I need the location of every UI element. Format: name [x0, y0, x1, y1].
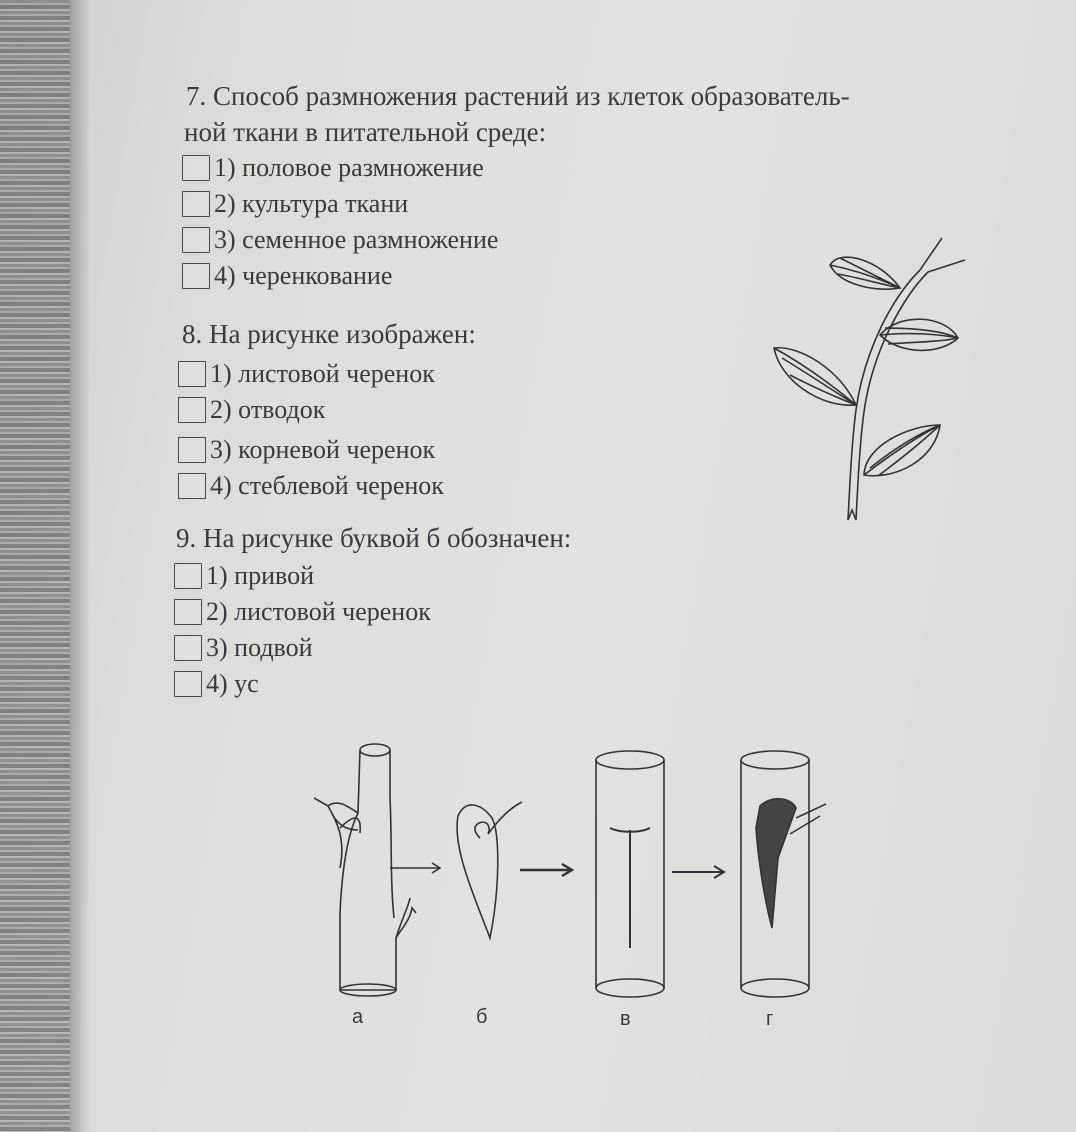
figure-label-g: г [766, 1008, 774, 1030]
option-label: 1) половое размножение [214, 153, 484, 182]
checkbox[interactable] [174, 563, 202, 589]
question-9-option-1[interactable] [174, 558, 736, 594]
question-7-title-line2: ной ткани в питательной среде: [184, 117, 547, 147]
question-9-option-2[interactable] [174, 594, 736, 630]
checkbox[interactable] [178, 473, 206, 499]
option-label: 1) листовой черенок [210, 359, 435, 388]
figure-label-b: б [476, 1006, 488, 1028]
question-8-option-3[interactable] [178, 432, 742, 468]
option-label: 2) культура ткани [214, 189, 409, 218]
figure-label-v: в [620, 1008, 631, 1030]
checkbox[interactable] [178, 361, 206, 387]
question-7-option-1[interactable] [182, 150, 1006, 186]
checkbox[interactable] [178, 397, 206, 423]
option-label: 1) привой [206, 561, 314, 590]
question-7-title-line1: 7. Способ размножения растений из клеток образователь- [186, 81, 850, 111]
checkbox[interactable] [182, 227, 210, 253]
question-9-option-4[interactable] [174, 666, 736, 702]
stem-cutting-illustration [760, 230, 980, 530]
option-label: 3) подвой [206, 633, 313, 662]
option-label: 4) стеблевой черенок [210, 471, 444, 500]
question-9 [176, 520, 736, 702]
option-label: 4) черенкование [214, 261, 393, 290]
option-label: 2) отводок [210, 395, 326, 424]
option-label: 3) корневой черенок [210, 435, 436, 464]
grafting-illustration [300, 738, 840, 1008]
binding-shadow [70, 0, 90, 1132]
checkbox[interactable] [182, 191, 210, 217]
option-label: 2) листовой черенок [206, 597, 431, 626]
checkbox[interactable] [178, 437, 206, 463]
question-9-title: 9. На рисунке буквой б обозначен: [176, 523, 572, 553]
binding-edge [0, 0, 70, 1132]
question-8 [182, 316, 742, 504]
figure-label-a: а [352, 1006, 364, 1028]
question-8-option-2[interactable] [178, 392, 742, 428]
checkbox[interactable] [174, 635, 202, 661]
checkbox[interactable] [174, 599, 202, 625]
checkbox[interactable] [182, 263, 210, 289]
checkbox[interactable] [174, 671, 202, 697]
checkbox[interactable] [182, 155, 210, 181]
question-9-option-3[interactable] [174, 630, 736, 666]
question-8-title: 8. На рисунке изображен: [182, 319, 476, 349]
question-8-option-1[interactable] [178, 356, 742, 392]
option-label: 4) ус [206, 669, 259, 698]
question-8-option-4[interactable] [178, 468, 742, 504]
question-7-option-2[interactable] [182, 186, 1006, 222]
option-label: 3) семенное размножение [214, 225, 499, 254]
